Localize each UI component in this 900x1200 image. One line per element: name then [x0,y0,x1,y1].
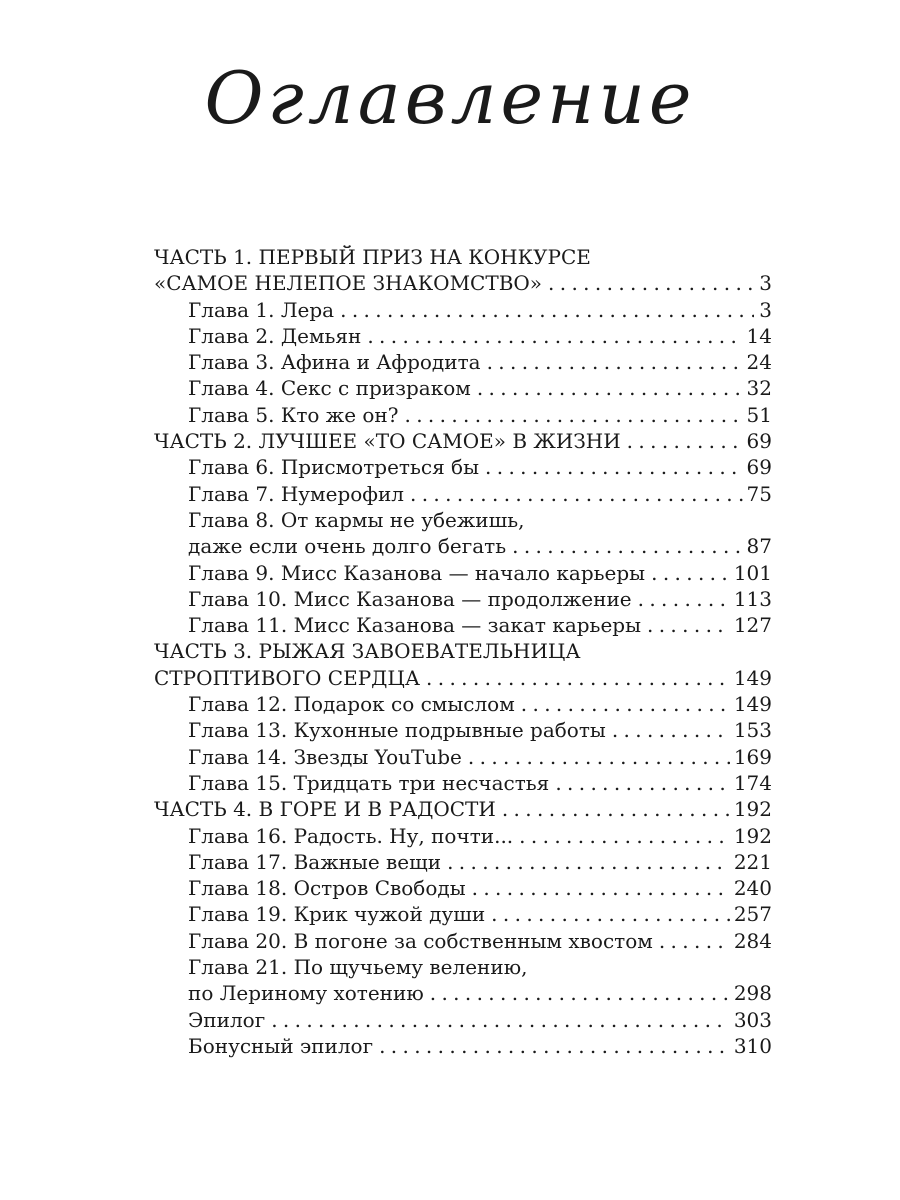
toc-page-number: 127 [733,613,772,638]
toc-leader-dots [555,770,730,796]
toc-page-number: 174 [733,770,772,795]
toc-entry-label: Глава 14. Звезды YouTube [188,744,462,769]
toc-chapter-row [154,691,772,717]
toc-chapter-row [154,1033,772,1059]
toc-entry-label: Глава 20. В погоне за собственным хвостом [188,928,653,953]
toc-part-row [154,244,772,270]
toc-page-number: 310 [733,1033,772,1058]
toc-entry-label: Глава 18. Остров Свободы [188,876,466,901]
toc-entry-label: Глава 16. Радость. Ну, почти... [188,823,514,848]
toc-chapter-row [154,297,772,323]
toc-chapter-row [154,481,772,507]
toc-chapter-row [154,349,772,375]
toc-leader-dots [410,481,743,507]
toc-entry-label: СТРОПТИВОГО СЕРДЦА [154,665,421,690]
toc-page-number: 87 [746,534,772,559]
toc-chapter-row [154,454,772,480]
toc-leader-dots [638,586,730,612]
toc-entry-label: Глава 12. Подарок со смыслом [188,692,515,717]
toc-chapter-row [154,507,772,533]
toc-entry-label: Глава 15. Тридцать три несчастья [188,770,550,795]
toc-page-number: 149 [733,692,772,717]
toc-leader-dots [404,402,742,428]
toc-page-number: 3 [759,271,772,296]
toc-chapter-row [154,717,772,743]
toc-leader-dots [426,665,730,691]
toc-page-number: 24 [746,350,772,375]
toc-entry-label: ЧАСТЬ 1. ПЕРВЫЙ ПРИЗ НА КОНКУРСЕ [154,245,591,269]
toc-leader-dots [519,823,730,849]
toc-part-row [154,796,772,822]
toc-page-number: 113 [733,586,772,611]
toc-leader-dots [379,1033,730,1059]
toc-leader-dots [502,796,730,822]
toc-part-row [154,270,772,296]
toc-entry-label: Глава 19. Крик чужой души [188,902,486,927]
toc-page-number: 221 [733,849,772,874]
toc-entry-label: Глава 5. Кто же он? [188,402,399,427]
toc-entry-label: по Лериному хотению [188,981,424,1006]
toc-entry-label: Глава 9. Мисс Казанова — начало карьеры [188,560,646,585]
toc-entry-label: Глава 2. Демьян [188,323,362,348]
toc-leader-dots [627,428,743,454]
toc-entry-label: Глава 17. Важные вещи [188,849,442,874]
toc-chapter-row [154,770,772,796]
toc-chapter-row [154,823,772,849]
toc-page-number: 298 [733,981,772,1006]
toc-chapter-row [154,1007,772,1033]
toc-leader-dots [367,323,742,349]
toc-page-number: 192 [733,823,772,848]
toc-leader-dots [447,849,730,875]
toc-page-number: 69 [746,429,772,454]
toc-chapter-row [154,586,772,612]
toc-chapter-row [154,323,772,349]
toc-page-number: 69 [746,455,772,480]
toc-page-number: 303 [733,1007,772,1032]
toc-chapter-row [154,560,772,586]
toc-entry-label: Эпилог [188,1007,266,1032]
toc-page-number: 14 [746,323,772,348]
toc-entry-label: Глава 11. Мисс Казанова — закат карьеры [188,613,641,638]
toc-leader-dots [468,744,730,770]
toc-leader-dots [521,691,730,717]
toc-part-row [154,638,772,664]
toc-chapter-row [154,875,772,901]
toc-chapter-row [154,375,772,401]
toc-leader-dots [271,1007,730,1033]
toc-entry-label: Глава 7. Нумерофил [188,481,404,506]
toc-page-number: 3 [759,297,772,322]
toc-entry-label: Глава 21. По щучьему велению, [188,955,528,980]
toc-leader-dots [659,928,730,954]
toc-entry-label: ЧАСТЬ 2. ЛУЧШЕЕ «ТО САМОЕ» В ЖИЗНИ [154,429,621,454]
toc-chapter-row [154,612,772,638]
toc-leader-dots [612,717,730,743]
toc-page-number: 75 [746,481,772,506]
toc-leader-dots [487,349,743,375]
toc-entry-label: даже если очень долго бегать [188,534,507,559]
toc-entry-label: Глава 10. Мисс Казанова — продолжение [188,586,632,611]
toc-entry-label: «САМОЕ НЕЛЕПОЕ ЗНАКОМСТВО» [154,271,543,296]
toc-page-number: 192 [733,797,772,822]
toc-leader-dots [477,375,743,401]
page-title: Оглавление [204,56,696,140]
toc-leader-dots [512,533,742,559]
toc-leader-dots [340,297,754,323]
toc-entry-label: Глава 1. Лера [188,297,335,322]
toc-entry-label: ЧАСТЬ 4. В ГОРЕ И В РАДОСТИ [154,797,496,822]
toc-leader-dots [651,560,730,586]
toc-page-number: 51 [746,402,772,427]
toc-page-number: 240 [733,876,772,901]
toc-entry-label: Глава 6. Присмотреться бы [188,455,480,480]
toc-chapter-row [154,980,772,1006]
toc-entry-label: Глава 4. Секс с призраком [188,376,471,401]
toc-leader-dots [548,270,754,296]
toc-entry-label: ЧАСТЬ 3. РЫЖАЯ ЗАВОЕВАТЕЛЬНИЦА [154,639,581,664]
toc-entry-label: Глава 3. Афина и Афродита [188,350,481,375]
toc-leader-dots [430,980,730,1006]
toc-page-number: 101 [733,560,772,585]
toc-page-number: 32 [746,376,772,401]
toc-leader-dots [491,901,730,927]
toc-page-number: 153 [733,718,772,743]
toc-chapter-row [154,849,772,875]
toc-leader-dots [647,612,730,638]
toc-entry-label: Бонусный эпилог [188,1033,374,1058]
toc-leader-dots [485,454,743,480]
toc-chapter-row [154,744,772,770]
toc-entry-label: Глава 13. Кухонные подрывные работы [188,718,606,743]
toc-leader-dots [472,875,730,901]
toc-part-row [154,665,772,691]
toc-chapter-row [154,928,772,954]
toc-page-number: 257 [733,902,772,927]
toc-part-row [154,428,772,454]
toc-entry-label: Глава 8. От кармы не убежишь, [188,507,525,532]
toc-page-number: 149 [733,665,772,690]
toc-page-number: 169 [733,744,772,769]
toc-chapter-row [154,402,772,428]
toc-chapter-row [154,533,772,559]
toc-chapter-row [154,901,772,927]
toc-page-number: 284 [733,928,772,953]
toc-chapter-row [154,954,772,980]
table-of-contents [154,244,772,1059]
